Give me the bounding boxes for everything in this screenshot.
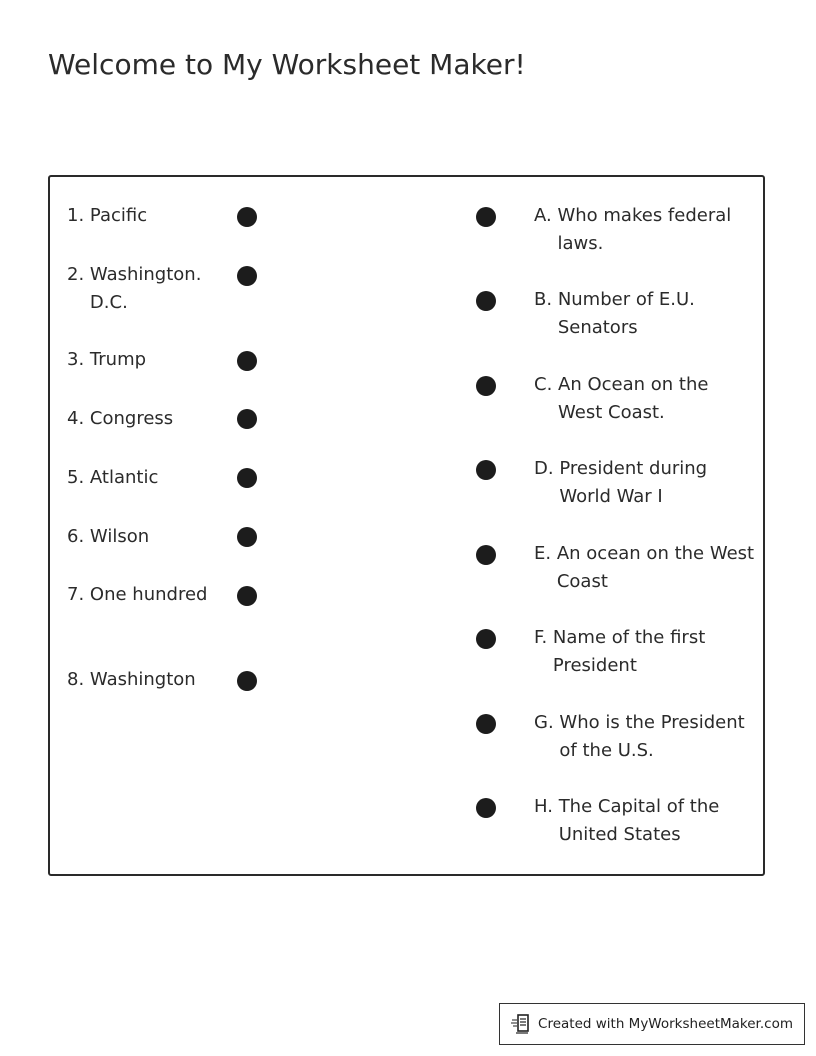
item-text: Congress xyxy=(89,408,174,429)
left-item xyxy=(67,202,230,230)
item-letter: H. xyxy=(534,796,553,817)
item-letter: D. xyxy=(534,458,554,479)
left-item xyxy=(67,261,230,317)
credit-badge[interactable] xyxy=(499,1003,805,1045)
left-item xyxy=(67,346,230,374)
item-letter: G. xyxy=(534,712,554,733)
left-match-dot[interactable] xyxy=(237,409,257,429)
item-number: 1. xyxy=(67,205,85,226)
item-text: Trump xyxy=(89,349,147,370)
item-letter: C. xyxy=(534,374,553,395)
right-match-dot[interactable] xyxy=(476,291,496,311)
item-text: Washington. D.C. xyxy=(89,264,202,313)
item-text: Atlantic xyxy=(89,467,159,488)
item-text: Washington xyxy=(89,669,196,690)
left-match-dot[interactable] xyxy=(237,468,257,488)
item-text: President during World War I xyxy=(559,458,708,507)
right-item xyxy=(534,709,759,765)
left-match-dot[interactable] xyxy=(237,266,257,286)
matching-box xyxy=(48,175,765,876)
item-number: 5. xyxy=(67,467,85,488)
right-match-dot[interactable] xyxy=(476,376,496,396)
credit-text: Created with MyWorksheetMaker.com xyxy=(538,1016,793,1032)
item-number: 3. xyxy=(67,349,85,370)
item-text: An ocean on the West Coast xyxy=(556,543,755,592)
item-letter: F. xyxy=(534,627,548,648)
item-text: An Ocean on the West Coast. xyxy=(558,374,709,423)
page-title: Welcome to My Worksheet Maker! xyxy=(48,48,526,81)
left-item xyxy=(67,523,230,551)
item-text: Name of the first President xyxy=(552,627,706,676)
item-number: 8. xyxy=(67,669,85,690)
item-text: The Capital of the United States xyxy=(558,796,720,845)
left-match-dot[interactable] xyxy=(237,586,257,606)
right-item xyxy=(534,202,757,258)
item-text: Who makes federal laws. xyxy=(557,205,732,254)
right-match-dot[interactable] xyxy=(476,798,496,818)
item-letter: E. xyxy=(534,543,552,564)
right-match-dot[interactable] xyxy=(476,714,496,734)
left-item xyxy=(67,581,230,609)
right-match-dot[interactable] xyxy=(476,207,496,227)
right-match-dot[interactable] xyxy=(476,460,496,480)
item-number: 6. xyxy=(67,526,85,547)
item-letter: A. xyxy=(534,205,552,226)
right-item xyxy=(534,455,759,511)
item-text: Wilson xyxy=(89,526,150,547)
item-text: Number of E.U. Senators xyxy=(557,289,695,338)
left-match-dot[interactable] xyxy=(237,671,257,691)
worksheet-maker-logo-icon xyxy=(511,1013,531,1035)
left-item xyxy=(67,666,230,694)
left-match-dot[interactable] xyxy=(237,527,257,547)
right-item xyxy=(534,371,758,427)
left-match-dot[interactable] xyxy=(237,207,257,227)
item-text: Pacific xyxy=(89,205,148,226)
right-match-dot[interactable] xyxy=(476,629,496,649)
item-number: 7. xyxy=(67,584,85,605)
right-match-dot[interactable] xyxy=(476,545,496,565)
left-match-dot[interactable] xyxy=(237,351,257,371)
right-item xyxy=(534,793,759,849)
left-item xyxy=(67,464,230,492)
item-number: 4. xyxy=(67,408,85,429)
right-item xyxy=(534,540,757,596)
right-item xyxy=(534,286,758,342)
left-item xyxy=(67,405,230,433)
item-number: 2. xyxy=(67,264,85,285)
right-item xyxy=(534,624,753,680)
item-letter: B. xyxy=(534,289,553,310)
item-text: Who is the President of the U.S. xyxy=(559,712,745,761)
item-text: One hundred xyxy=(89,584,208,605)
